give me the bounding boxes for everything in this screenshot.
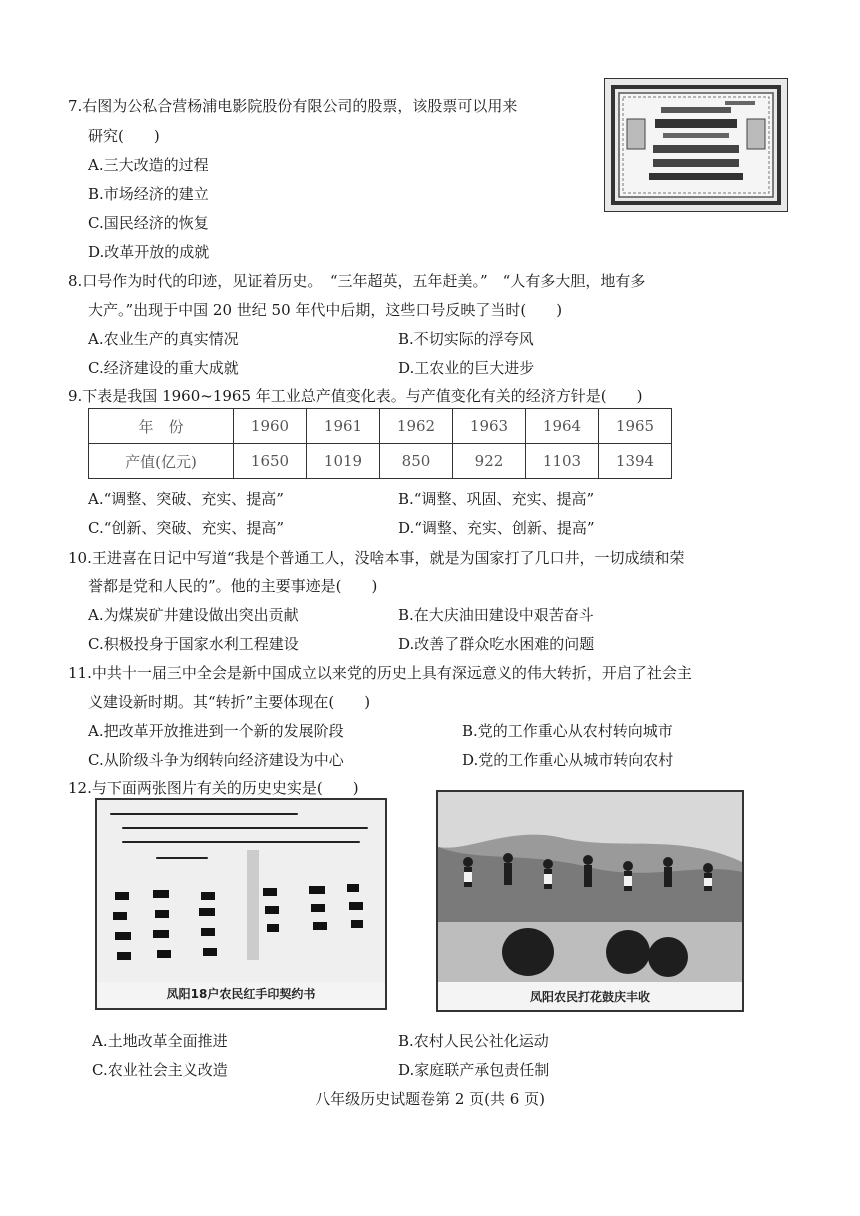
q7-stem-line2: 研究( )	[88, 127, 160, 145]
q9-option-d: D.“调整、充实、创新、提高”	[398, 519, 595, 537]
production-table	[88, 408, 672, 479]
q8-stem-line2: 大产。”出现于中国 20 世纪 50 年代中后期，这些口号反映了当时( )	[88, 301, 563, 319]
q7-option-a: A.三大改造的过程	[88, 156, 209, 174]
table-cell: 1394	[599, 444, 672, 479]
q11-option-a: A.把改革开放推进到一个新的发展阶段	[88, 722, 344, 740]
q8-option-b: B.不切实际的浮夸风	[398, 330, 534, 348]
q8-stem-line1: 8.口号作为时代的印迹，见证着历史。 “三年超英，五年赶美。” “人有多大胆，地有多	[68, 272, 646, 290]
q10-option-a: A.为煤炭矿井建设做出突出贡献	[88, 606, 299, 624]
q11-option-d: D.党的工作重心从城市转向农村	[462, 751, 674, 769]
q10-option-b: B.在大庆油田建设中艰苦奋斗	[398, 606, 594, 624]
q8-option-a: A.农业生产的真实情况	[88, 330, 239, 348]
table-cell: 850	[380, 444, 453, 479]
q7-option-c: C.国民经济的恢复	[88, 214, 209, 232]
stock-certificate-image	[604, 78, 788, 212]
q8-option-d: D.工农业的巨大进步	[398, 359, 535, 377]
table-row	[89, 444, 672, 479]
page-footer: 八年级历史试题卷第 2 页(共 6 页)	[315, 1090, 545, 1108]
q9-option-b: B.“调整、巩固、充实、提高”	[398, 490, 595, 508]
q8-option-c: C.经济建设的重大成就	[88, 359, 239, 377]
table-cell: 1962	[380, 409, 453, 444]
q10-option-c: C.积极投身于国家水利工程建设	[88, 635, 299, 653]
table-cell: 922	[453, 444, 526, 479]
q7-option-b: B.市场经济的建立	[88, 185, 209, 203]
q9-option-a: A.“调整、突破、充实、提高”	[88, 490, 284, 508]
q12-option-c: C.农业社会主义改造	[92, 1061, 228, 1079]
table-cell: 1103	[526, 444, 599, 479]
q10-stem-line2: 誉都是党和人民的”。他的主要事迹是( )	[88, 577, 378, 595]
q10-stem-line1: 10.王进喜在日记中写道“我是个普通工人，没啥本事，就是为国家打了几口井，一切成绩和荣	[68, 549, 685, 567]
q11-option-b: B.党的工作重心从农村转向城市	[462, 722, 673, 740]
q9-option-c: C.“创新、突破、充实、提高”	[88, 519, 285, 537]
q7-option-d: D.改革开放的成就	[88, 243, 210, 261]
q12-option-a: A.土地改革全面推进	[92, 1032, 228, 1050]
table-cell: 1963	[453, 409, 526, 444]
drum-photo-caption: 凤阳农民打花鼓庆丰收	[529, 990, 650, 1004]
table-header-year: 年 份	[89, 409, 234, 444]
table-header-value: 产值(亿元)	[89, 444, 234, 479]
table-cell: 1964	[526, 409, 599, 444]
q9-stem: 9.下表是我国 1960~1965 年工业总产值变化表。与产值变化有关的经济方针是( )	[68, 387, 643, 405]
contract-document-image	[95, 798, 387, 1010]
table-cell: 1019	[307, 444, 380, 479]
q11-option-c: C.从阶级斗争为纲转向经济建设为中心	[88, 751, 344, 769]
table-cell: 1960	[234, 409, 307, 444]
q7-stem-line1: 7.右图为公私合营杨浦电影院股份有限公司的股票，该股票可以用来	[68, 97, 518, 115]
q12-option-b: B.农村人民公社化运动	[398, 1032, 549, 1050]
q12-stem: 12.与下面两张图片有关的历史史实是( )	[68, 779, 359, 797]
table-cell: 1965	[599, 409, 672, 444]
q11-stem-line1: 11.中共十一届三中全会是新中国成立以来党的历史上具有深远意义的伟大转折，开启了社会主	[68, 664, 692, 682]
q12-option-d: D.家庭联产承包责任制	[398, 1061, 550, 1079]
q10-option-d: D.改善了群众吃水困难的问题	[398, 635, 595, 653]
table-row	[89, 409, 672, 444]
table-cell: 1650	[234, 444, 307, 479]
table-cell: 1961	[307, 409, 380, 444]
contract-image-caption: 凤阳18户农民红手印契约书	[166, 987, 316, 1001]
drum-celebration-photo	[436, 790, 744, 1012]
q11-stem-line2: 义建设新时期。其“转折”主要体现在( )	[88, 693, 371, 711]
